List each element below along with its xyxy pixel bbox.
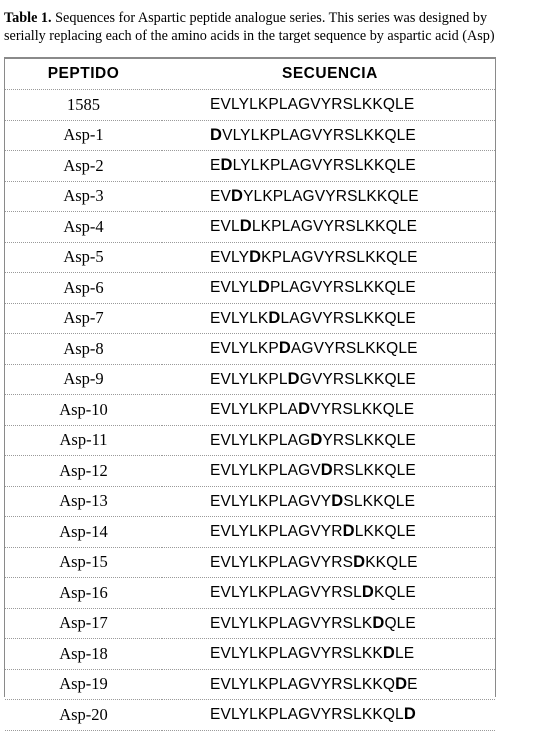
sequence-suffix: KKQLE (365, 553, 418, 571)
sequence-prefix: EVLYLKPLAGVY (210, 492, 332, 510)
sequence-cell (162, 273, 495, 304)
sequence-suffix: LKKQLE (354, 523, 416, 541)
sequence-suffix: YLKPLAGVYRSLKKQLE (243, 187, 419, 205)
sequence-prefix: EVL (210, 218, 240, 236)
sequence-cell (162, 578, 495, 609)
sequence-suffix: AGVYRSLKKQLE (290, 340, 418, 358)
sequence-suffix: KQLE (373, 584, 416, 602)
sequence-suffix: RSLKKQLE (332, 462, 416, 480)
mutation-residue: D (310, 430, 323, 449)
peptide-name-cell: Asp-11 (5, 425, 162, 456)
sequence-suffix: LYLKPLAGVYRSLKKQLE (232, 157, 416, 175)
table-row (5, 334, 495, 365)
peptide-name-cell: Asp-1 (5, 120, 162, 151)
mutation-residue: D (287, 369, 300, 388)
peptide-name-cell: Asp-15 (5, 547, 162, 578)
sequence-prefix: EVLYLK (210, 309, 269, 327)
sequence-cell (162, 242, 495, 273)
sequence-prefix: EVLYL (210, 279, 258, 297)
sequence-cell (162, 425, 495, 456)
mutation-residue: D (382, 644, 395, 663)
sequence-prefix: EVLYLKPLAGVYRSLKKQLE (210, 96, 415, 114)
sequence-prefix: EVLYLKPLAGVYRSLKKQ (210, 675, 396, 693)
table-row (5, 669, 495, 700)
sequence-prefix: EVLYLKPLAGVYRSLK (210, 614, 373, 632)
mutation-residue: D (372, 613, 385, 632)
table-row (5, 273, 495, 304)
peptide-name-cell: Asp-7 (5, 303, 162, 334)
table-row (5, 547, 495, 578)
peptide-name-cell: Asp-17 (5, 608, 162, 639)
table-caption (4, 9, 532, 45)
sequence-cell (162, 669, 495, 700)
mutation-residue: D (395, 674, 408, 693)
sequence-suffix: VYRSLKKQLE (310, 401, 415, 419)
sequence-prefix: EVLYLKP (210, 340, 279, 358)
peptide-name-cell: Asp-5 (5, 242, 162, 273)
sequence-cell (162, 303, 495, 334)
table-row (5, 517, 495, 548)
table-row (5, 608, 495, 639)
peptide-name-cell: Asp-3 (5, 181, 162, 212)
caption-text: Sequences for Aspartic peptide analogue series. This series was designed by serially replacing each of the amino acids in the target sequence by aspartic acid (Asp) (4, 10, 495, 44)
sequence-cell (162, 517, 495, 548)
mutation-residue: D (361, 583, 374, 602)
sequence-prefix: EVLYLKPLAGVYR (210, 523, 343, 541)
table-row (5, 364, 495, 395)
sequence-suffix: LE (394, 645, 415, 663)
table-row (5, 120, 495, 151)
sequence-cell (162, 639, 495, 670)
table-row (5, 212, 495, 243)
table-row (5, 700, 495, 731)
table-header-row (5, 59, 495, 90)
mutation-residue: D (239, 217, 252, 236)
peptide-name-cell: 1585 (5, 90, 162, 121)
sequence-suffix: PLAGVYRSLKKQLE (269, 279, 416, 297)
mutation-residue: D (257, 278, 270, 297)
peptide-name-cell: Asp-4 (5, 212, 162, 243)
mutation-residue: D (268, 308, 281, 327)
sequence-prefix: EVLYLKPLAG (210, 431, 311, 449)
table-row (5, 456, 495, 487)
mutation-residue: D (342, 522, 355, 541)
sequence-cell (162, 395, 495, 426)
mutation-residue: D (331, 491, 344, 510)
column-header-sequence: SECUENCIA (162, 59, 495, 90)
sequence-prefix: EVLYLKPLAGVYRSLKKQL (210, 706, 404, 724)
sequence-suffix: LAGVYRSLKKQLE (280, 309, 416, 327)
sequence-cell (162, 700, 495, 731)
peptide-name-cell: Asp-20 (5, 700, 162, 731)
mutation-residue: D (220, 156, 233, 175)
peptide-name-cell: Asp-9 (5, 364, 162, 395)
sequence-cell (162, 486, 495, 517)
sequence-prefix: EVLYLKPL (210, 370, 288, 388)
sequence-cell (162, 120, 495, 151)
table-row (5, 90, 495, 121)
sequence-prefix: EVLYLKPLAGVYRSL (210, 584, 362, 602)
peptide-name-cell: Asp-6 (5, 273, 162, 304)
table-row (5, 151, 495, 182)
sequence-prefix: EVLY (210, 248, 250, 266)
caption-label: Table 1. (4, 10, 52, 26)
peptide-name-cell: Asp-16 (5, 578, 162, 609)
mutation-residue: D (210, 125, 223, 144)
sequence-prefix: EVLYLKPLAGVYRS (210, 553, 354, 571)
table-row (5, 486, 495, 517)
sequence-suffix: GVYRSLKKQLE (299, 370, 416, 388)
table-body (5, 90, 495, 731)
mutation-residue: D (278, 339, 291, 358)
sequence-cell (162, 90, 495, 121)
sequence-suffix: YRSLKKQLE (322, 431, 416, 449)
sequence-cell (162, 212, 495, 243)
peptide-name-cell: Asp-10 (5, 395, 162, 426)
mutation-residue: D (298, 400, 311, 419)
sequence-suffix: E (407, 675, 418, 693)
peptide-name-cell: Asp-14 (5, 517, 162, 548)
sequence-suffix: QLE (384, 614, 416, 632)
sequence-cell (162, 364, 495, 395)
peptide-name-cell: Asp-13 (5, 486, 162, 517)
column-header-peptide: PEPTIDO (5, 59, 162, 90)
table-row (5, 303, 495, 334)
table-row (5, 639, 495, 670)
sequence-suffix: LKPLAGVYRSLKKQLE (251, 218, 418, 236)
sequence-cell (162, 456, 495, 487)
table-row (5, 578, 495, 609)
sequence-cell (162, 334, 495, 365)
sequence-cell (162, 181, 495, 212)
sequence-cell (162, 151, 495, 182)
peptide-name-cell: Asp-19 (5, 669, 162, 700)
sequence-suffix: SLKKQLE (343, 492, 416, 510)
sequence-cell (162, 608, 495, 639)
sequence-cell (162, 547, 495, 578)
mutation-residue: D (320, 461, 333, 480)
peptide-name-cell: Asp-12 (5, 456, 162, 487)
sequence-prefix: EVLYLKPLA (210, 401, 299, 419)
sequence-prefix: EVLYLKPLAGVYRSLKK (210, 645, 383, 663)
sequence-prefix: E (210, 157, 221, 175)
sequence-prefix: EVLYLKPLAGV (210, 462, 321, 480)
mutation-residue: D (403, 705, 416, 724)
mutation-residue: D (230, 186, 244, 205)
table-row (5, 425, 495, 456)
mutation-residue: D (353, 552, 366, 571)
sequence-prefix: EV (210, 187, 231, 205)
peptide-name-cell: Asp-2 (5, 151, 162, 182)
mutation-residue: D (249, 247, 262, 266)
table-row (5, 242, 495, 273)
sequence-suffix: KPLAGVYRSLKKQLE (261, 248, 418, 266)
table-row (5, 181, 495, 212)
peptide-name-cell: Asp-8 (5, 334, 162, 365)
table-row (5, 395, 495, 426)
peptide-table (4, 57, 496, 724)
peptide-name-cell: Asp-18 (5, 639, 162, 670)
sequence-suffix: VLYLKPLAGVYRSLKKQLE (222, 126, 416, 144)
